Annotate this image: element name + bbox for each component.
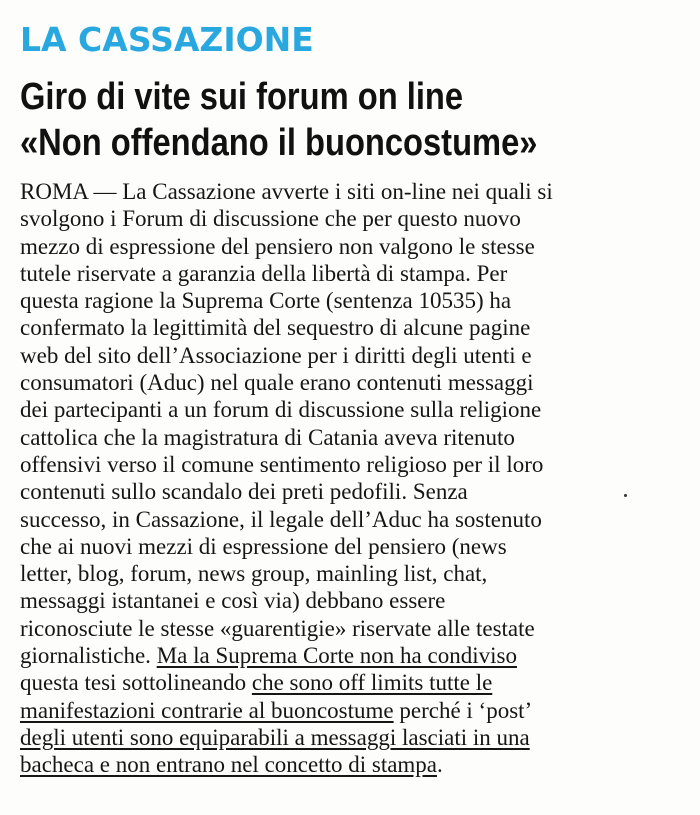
article-body [20, 178, 700, 779]
underlined-passage: degli utenti sono equiparabili a messaggi lasciati in una [20, 724, 530, 750]
body-line: che ai nuovi mezzi di espressione del pensiero (news [20, 533, 507, 559]
body-line: contenuti sullo scandalo dei preti pedofili. Senza [20, 479, 468, 505]
underlined-passage: bacheca e non entrano nel concetto di stampa [20, 752, 438, 778]
body-line: consumatori (Aduc) nel quale erano contenuti messaggi [20, 370, 534, 396]
body-line: web del sito dell’Associazione per i diritti degli utenti e [20, 342, 532, 368]
body-line: letter, blog, forum, news group, mainling list, chat, [20, 561, 488, 587]
body-text: perché i ‘post’ [393, 697, 533, 723]
headline-line-2: «Non offendano il buoncostume» [20, 122, 538, 164]
body-line: cattolica che la magistratura di Catania aveva ritenuto [20, 424, 515, 450]
headline-line-1: Giro di vite sui forum on line [20, 76, 464, 118]
body-line: questa ragione la Suprema Corte (sentenza 10535) ha [20, 288, 512, 314]
body-text: questa tesi sottolineando [20, 670, 252, 696]
underlined-passage: manifestazioni contrarie al buoncostume [20, 697, 394, 723]
body-text: giornalistiche. [20, 643, 157, 669]
body-line: dei partecipanti a un forum di discussione sulla religione [20, 397, 542, 423]
body-text: . [437, 752, 443, 778]
body-line: riconosciute le stesse «guarentigie» riservate alle testate [20, 615, 535, 641]
body-line [20, 642, 700, 669]
body-line: svolgono i Forum di discussione che per questo nuovo [20, 206, 521, 232]
body-line: messaggi istantanei e così via) debbano essere [20, 588, 446, 614]
body-line: successo, in Cassazione, il legale dell’Aduc ha sostenuto [20, 506, 542, 532]
underlined-passage: Ma la Suprema Corte non ha condiviso [156, 643, 517, 669]
body-line: mezzo di espressione del pensiero non valgono le stesse [20, 233, 535, 259]
body-line: ROMA — La Cassazione avverte i siti on-line nei quali si [20, 179, 553, 204]
underlined-passage: che sono off limits tutte le [251, 670, 493, 696]
body-line: confermato la legittimità del sequestro di alcune pagine [20, 315, 531, 341]
stray-dot-mark [624, 494, 627, 497]
body-line [20, 724, 700, 751]
body-line [20, 697, 700, 724]
body-line: offensivi verso il comune sentimento religioso per il loro [20, 451, 544, 477]
body-line [20, 669, 700, 696]
body-line [20, 751, 700, 778]
headline [20, 74, 601, 166]
section-kicker: LA CASSAZIONE [20, 20, 314, 59]
body-line: tutele riservate a garanzia della libertà di stampa. Per [20, 260, 508, 286]
